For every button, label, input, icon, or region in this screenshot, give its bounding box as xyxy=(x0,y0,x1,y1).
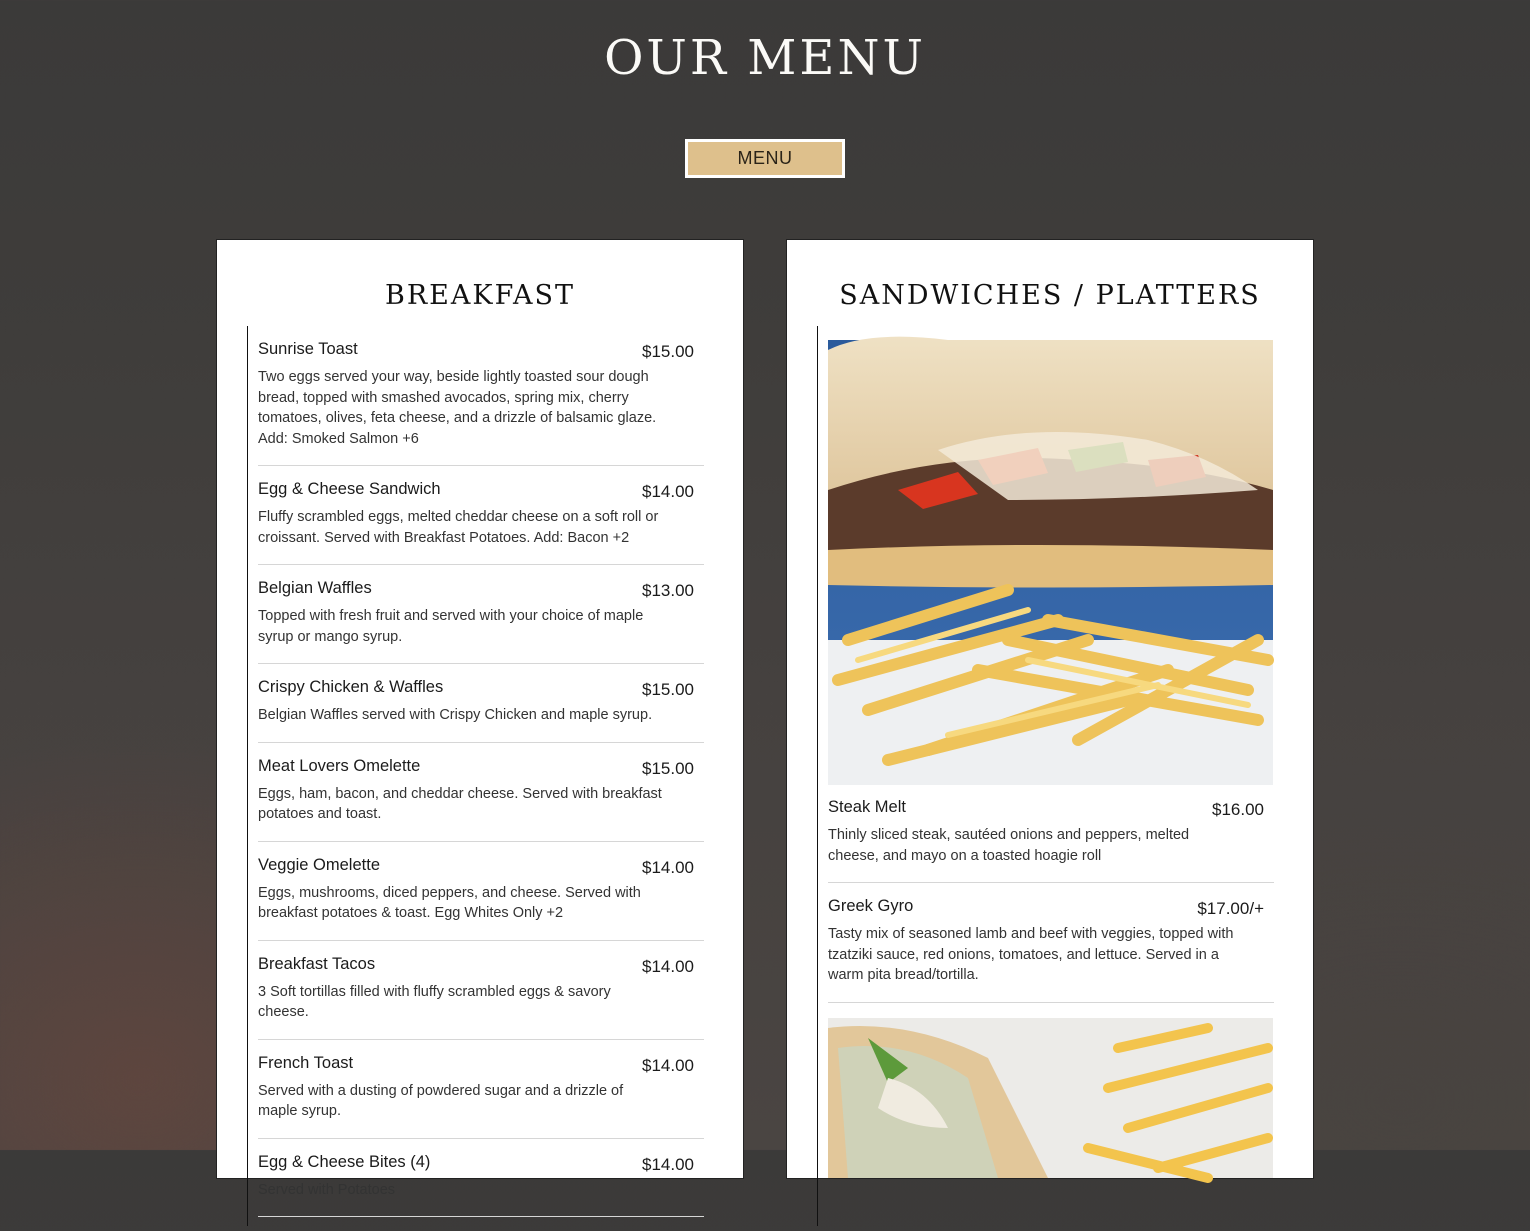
menu-item xyxy=(258,955,704,1040)
item-name: Greek Gyro xyxy=(828,897,914,915)
menu-button[interactable]: MENU xyxy=(685,139,845,178)
item-price: $15.00 xyxy=(642,342,694,361)
item-description: Belgian Waffles served with Crispy Chicken and maple syrup. xyxy=(258,707,653,723)
item-description: Served with Potatoes xyxy=(258,1181,396,1198)
item-description: Eggs, mushrooms, diced peppers, and cheese. Served with breakfast potatoes & toast. Egg Whites Only +2 xyxy=(258,884,641,921)
menu-item xyxy=(258,757,704,842)
item-price: $17.00/+ xyxy=(1197,899,1264,918)
item-price: $15.00 xyxy=(642,680,694,699)
steak-melt-photo xyxy=(828,340,1273,785)
item-price: $13.00 xyxy=(642,581,694,600)
item-description: Served with a dusting of powdered sugar and a drizzle of maple syrup. xyxy=(258,1082,624,1119)
item-name: Egg & Cheese Sandwich xyxy=(258,480,441,498)
menu-item xyxy=(828,798,1274,883)
item-name: Sunrise Toast xyxy=(258,340,358,358)
vertical-divider xyxy=(247,326,248,1226)
breakfast-title: BREAKFAST xyxy=(385,280,575,311)
sandwiches-title: SANDWICHES / PLATTERS xyxy=(839,280,1261,311)
item-price: $14.00 xyxy=(642,956,694,976)
menu-item xyxy=(258,579,704,664)
item-name: Egg & Cheese Bites (4) xyxy=(258,1152,431,1171)
item-price: $14.00 xyxy=(642,482,694,501)
sandwiches-list xyxy=(828,340,1274,1178)
breakfast-card xyxy=(216,239,744,1198)
menu-item xyxy=(258,1054,704,1139)
breakfast-list xyxy=(258,340,704,1231)
item-description: 3 Soft tortillas filled with fluffy scrambled eggs & savory cheese. xyxy=(258,983,611,1020)
item-name: French Toast xyxy=(258,1053,354,1072)
item-name: Crispy Chicken & Waffles xyxy=(258,678,444,696)
item-description: Thinly sliced steak, sautéed onions and peppers, melted cheese, and mayo on a toasted hoagie roll xyxy=(828,827,1190,864)
item-name: Veggie Omelette xyxy=(258,855,380,874)
item-price: $14.00 xyxy=(642,1055,694,1075)
item-description: Fluffy scrambled eggs, melted cheddar cheese on a soft roll or croissant. Served with Breakfast Potatoes. Add: Bacon +2 xyxy=(258,509,659,546)
item-description: Eggs, ham, bacon, and cheddar cheese. Served with breakfast potatoes and toast. xyxy=(258,785,662,822)
vertical-divider xyxy=(817,326,818,1226)
item-price: $15.00 xyxy=(642,758,694,778)
item-name: Breakfast Tacos xyxy=(258,954,376,973)
item-price: $14.00 xyxy=(642,1154,694,1174)
sandwiches-card xyxy=(786,239,1314,1179)
item-name: Steak Melt xyxy=(828,798,906,816)
item-price: $14.00 xyxy=(642,857,694,877)
item-description: Topped with fresh fruit and served with your choice of maple syrup or mango syrup. xyxy=(258,608,644,645)
menu-item xyxy=(258,340,704,466)
menu-item xyxy=(258,1153,704,1218)
item-description: Tasty mix of seasoned lamb and beef with veggies, topped with tzatziki sauce, red onions, tomatoes, and lettuce. Served in a warm pita bread/tortilla. xyxy=(828,926,1234,983)
item-description: Two eggs served your way, beside lightly toasted sour dough bread, topped with smashed avocados, spring mix, cherry tomatoes, olives, feta cheese, and a drizzle of balsamic glaze. Add: Smoked Salmon +6 xyxy=(258,369,657,447)
item-name: Meat Lovers Omelette xyxy=(258,756,421,775)
sandwich-photo xyxy=(828,1018,1273,1178)
item-name: Belgian Waffles xyxy=(258,579,372,597)
page-title: OUR MENU xyxy=(604,30,926,86)
menu-item xyxy=(258,856,704,941)
menu-item xyxy=(258,678,704,743)
item-price: $16.00 xyxy=(1212,800,1264,819)
menu-item xyxy=(258,480,704,565)
menu-item xyxy=(828,897,1274,1003)
